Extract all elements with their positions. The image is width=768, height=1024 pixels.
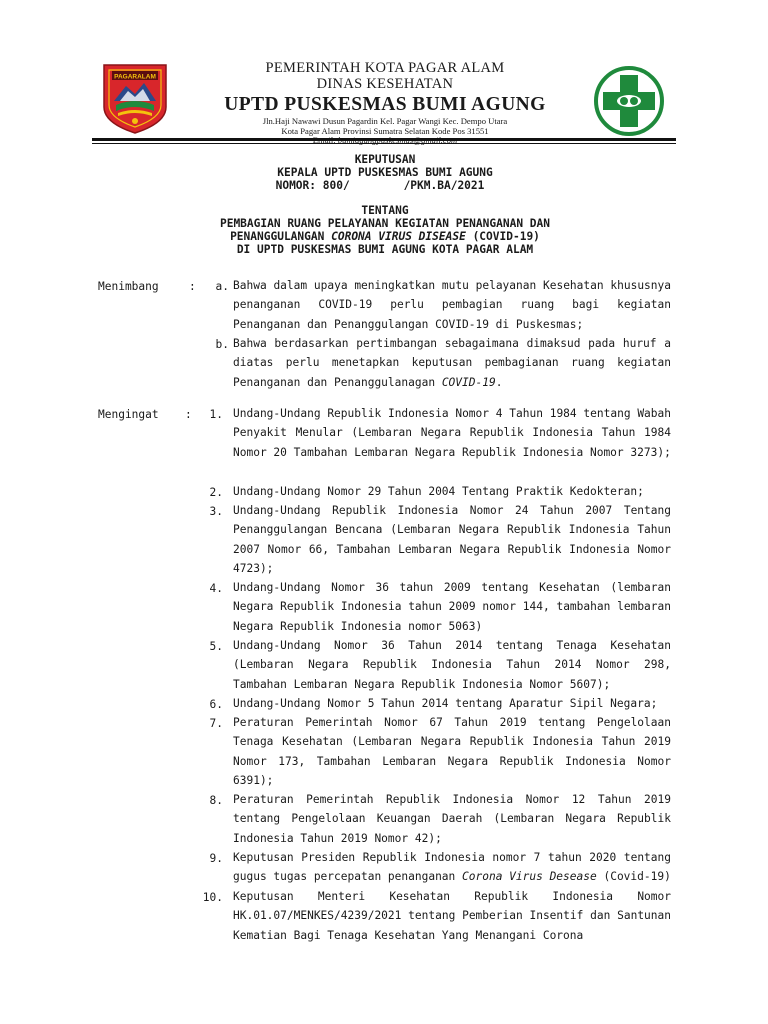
decree-subject-line-2 [130, 230, 640, 243]
agency-name: DINAS KESEHATAN [316, 76, 454, 92]
mengingat-item-1: Undang-Undang Republik Indonesia Nomor 4 Tahun 1984 tentang Wabah Penyakit Menular (Lembaran Negara Republik Indonesia Tahun 1984 Nomor 20 Tambahan Lembaran Negara Republik Indonesia Nomor 3273); [233, 407, 671, 459]
mengingat-item-2: Undang-Undang Nomor 29 Tahun 2004 Tentang Praktik Kedokteran; [233, 485, 644, 498]
mengingat-num-3: 3. [209, 505, 223, 518]
puskesmas-logo [588, 63, 670, 139]
menimbang-item-b-italic: COVID-19 [441, 375, 496, 389]
mengingat-item-9-text: Keputusan Presiden Republik Indonesia nomor 7 tahun 2020 tentang gugus tugas percepatan penanganan [233, 851, 671, 884]
subject-part-c: (COVID-19) [465, 230, 540, 243]
mengingat-item-10: Keputusan Menteri Kesehatan Republik Indonesia Nomor HK.01.07/MENKES/4239/2021 tentang Pemberian Insentif dan Santunan Kematian Bagi Tenaga Kesehatan Yang Menangani Corona [233, 890, 671, 942]
mengingat-item-9-italic: Corona Virus Desease [462, 870, 597, 884]
menimbang-mark-a: a. [215, 280, 229, 293]
menimbang-item-a: Bahwa dalam upaya meningkatkan mutu pelayanan Kesehatan khususnya penanganan COVID-19 perlu pembagian ruang bagi kegiatan Penanganan dan Penanggulangan COVID-19 di Puskesmas; [233, 279, 671, 331]
mengingat-num-2: 2. [209, 486, 223, 499]
letterhead-text [200, 61, 570, 146]
mengingat-item-9-tail: (Covid-19) [596, 870, 671, 884]
decree-subject-line-1: PEMBAGIAN RUANG PELAYANAN KEGIATAN PENANGANAN DAN [219, 217, 551, 230]
menimbang-item-b [233, 334, 671, 392]
emblem-text: PAGARALAM [114, 73, 156, 81]
mengingat-num-6: 6. [209, 698, 223, 711]
decree-issuer: KEPALA UPTD PUSKESMAS BUMI AGUNG [277, 166, 493, 179]
mengingat-item-7: Peraturan Pemerintah Nomor 67 Tahun 2019 tentang Pengelolaan Tenaga Kesehatan (Lembaran Negara Republik Indonesia Tahun 2019 Nomor 173, Tambahan Lembaran Negara Republik Indonesia Nomor 6391); [233, 716, 671, 787]
mengingat-item-9 [233, 848, 671, 887]
pagar-alam-city-emblem [98, 61, 172, 135]
letterhead-rule-thin [92, 143, 676, 144]
subject-part-b: CORONA VIRUS DISEASE [331, 230, 466, 243]
menimbang-label: Menimbang [98, 280, 159, 293]
mengingat-item-6: Undang-Undang Nomor 5 Tahun 2014 tentang Aparatur Sipil Negara; [233, 697, 658, 710]
mengingat-label: Mengingat [98, 408, 159, 421]
letterhead [0, 55, 768, 145]
mengingat-num-5: 5. [209, 640, 223, 653]
menimbang-item-b-text: Bahwa berdasarkan pertimbangan sebagaimana dimaksud pada huruf a diatas perlu menetapkan keputusan pembagianan ruang kegiatan Penanganan dan Penanggulanagan [233, 337, 671, 389]
mengingat-item-3: Undang-Undang Republik Indonesia Nomor 24 Tahun 2007 Tentang Penanggulangan Bencana (Lembaran Negara Republik Indonesia Tahun 2007 Nomor 66, Tambahan Lembaran Negara Republik Indonesia Nomor 4723); [233, 504, 671, 575]
government-name: PEMERINTAH KOTA PAGAR ALAM [265, 60, 505, 76]
mengingat-num-4: 4. [209, 582, 223, 595]
mengingat-num-7: 7. [209, 717, 223, 730]
decree-number: NOMOR: 800/ /PKM.BA/2021 [275, 179, 485, 192]
menimbang-item-b-tail: . [495, 375, 503, 389]
menimbang-mark-b: b. [215, 338, 229, 351]
mengingat-item-5: Undang-Undang Nomor 36 Tahun 2014 tentang Tenaga Kesehatan (Lembaran Negara Republik Indonesia Tahun 2014 Nomor 298, Tambahan Lembaran Negara Republik Indonesia Nomor 5607); [233, 639, 671, 691]
address-line-1: Jln.Haji Nawawi Dusun Pagardin Kel. Pagar Wangi Kec. Dempo Utara [262, 116, 508, 126]
decree-heading [130, 153, 640, 256]
decree-subject-line-3: DI UPTD PUSKESMAS BUMI AGUNG KOTA PAGAR ALAM [236, 243, 534, 256]
address-line-2: Kota Pagar Alam Provinsi Sumatra Selatan Kode Pos 31551 [281, 125, 489, 136]
mengingat-num-10: 10. [202, 891, 223, 904]
mengingat-num-1: 1. [209, 408, 223, 421]
mengingat-item-8: Peraturan Pemerintah Republik Indonesia Nomor 12 Tahun 2019 tentang Pengelolaan Keuangan Daerah (Lembaran Negara Republik Indonesia Tahun 2019 Nomor 42); [233, 793, 671, 845]
menimbang-colon: : [189, 280, 196, 293]
subject-part-a: PENANGGULANGAN [230, 230, 332, 243]
institution-name: UPTD PUSKESMAS BUMI AGUNG [224, 94, 546, 115]
letterhead-rule-thick [92, 138, 676, 141]
mengingat-num-9: 9. [209, 852, 223, 865]
mengingat-item-4: Undang-Undang Nomor 36 tahun 2009 tentang Kesehatan (lembaran Negara Republik Indonesia tahun 2009 nomor 144, tambahan lembaran Negara Republik Indonesia nomor 5063) [233, 581, 671, 633]
decree-type: KEPUTUSAN [354, 153, 416, 166]
mengingat-colon: : [185, 408, 192, 421]
decree-about: TENTANG [361, 204, 409, 217]
mengingat-num-8: 8. [209, 794, 223, 807]
